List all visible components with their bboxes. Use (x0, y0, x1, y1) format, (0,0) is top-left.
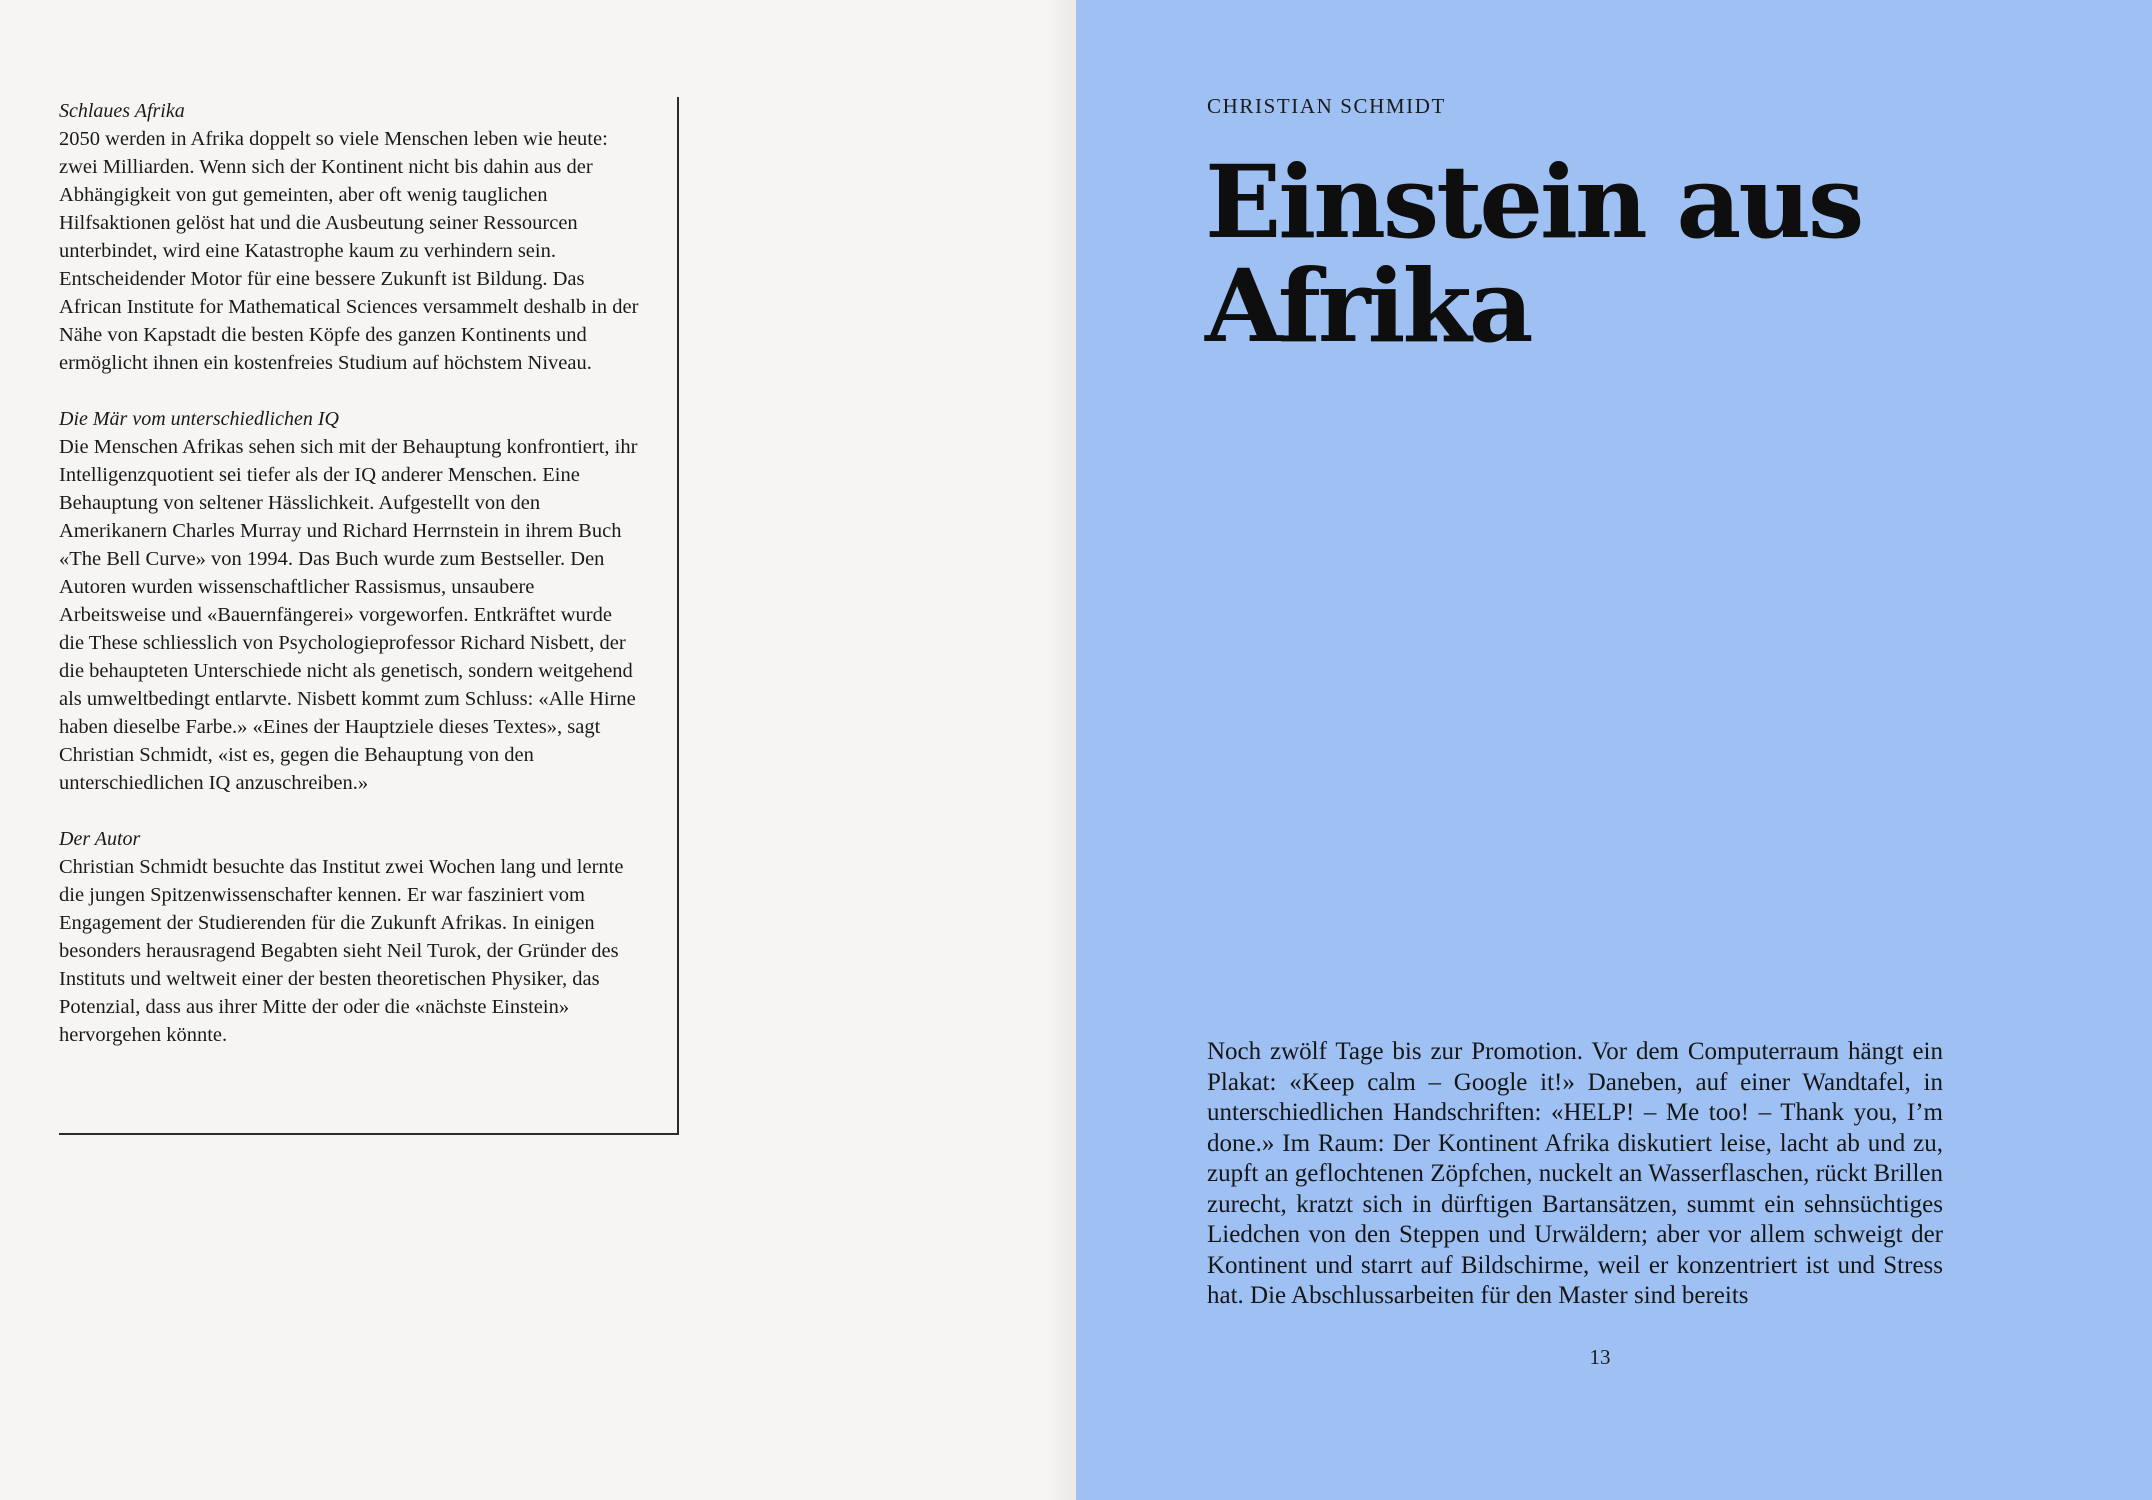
article-lead-text: Noch zwölf Tage bis zur Promotion. Vor dem Computerraum hängt ein Plakat: «Keep calm – Google it!» Daneben, auf einer Wandtafel, in unterschiedlichen Handschriften: «HELP! – Me too! – Thank you, I’m done.» Im Raum: Der Kontinent Afrika diskutiert leise, lacht ab und zu, zupft an geflochtenen Zöpfchen, nuckelt an Wasserflaschen, rückt Brillen zurecht, kratzt sich in dürftigen Bartansätzen, summt ein sehnsüchtiges Liedchen von den Steppen und Urwäldern; aber vor allem schweigt der Kontinent und starrt auf Bildschirme, weil er konzentriert ist und Stress hat. Die Abschlussarbeiten für den Master sind bereits (1207, 1038, 1943, 1309)
section-heading: Der Autor (59, 828, 141, 850)
section-text: Die Menschen Afrikas sehen sich mit der Behauptung konfrontiert, ihr Intelligenzquotient sei tiefer als der IQ anderer Menschen. Eine Behauptung von seltener Hässlichkeit. Aufgestellt von den Amerikanern Charles Murray und Richard Herrnstein in ihrem Buch «The Bell Curve» von 1994. Das Buch wurde zum Bestseller. Den Autoren wurden wissenschaftlicher Rassismus, unsaubere Arbeitsweise und «Bauernfängerei» vorgeworfen. Entkräftet wurde die These schliesslich von Psychologieprofessor Richard Nisbett, der die behaupteten Unterschiede nicht als genetisch, sondern weitgehend als umweltbedingt entlarvte. Nisbett kommt zum Schluss: «Alle Hirne haben dieselbe Farbe.» «Eines der Hauptziele dieses Textes», sagt Christian Schmidt, «ist es, gegen die Behauptung von den unterschiedlichen IQ anzuschreiben.» (59, 436, 638, 794)
info-section-iq (59, 405, 639, 797)
author-name: CHRISTIAN SCHMIDT (1207, 94, 1446, 118)
gutter-shadow (1046, 0, 1076, 1500)
section-heading: Schlaues Afrika (59, 100, 185, 122)
section-text: Christian Schmidt besuchte das Institut zwei Wochen lang und lernte die jungen Spitzenwissenschafter kennen. Er war fasziniert vom Engagement der Studierenden für die Zukunft Afrikas. In einigen besonders herausragend Begabten sieht Neil Turok, der Gründer des Instituts und weltweit einer der besten theoretischen Physiker, das Potenzial, dass aus ihrer Mitte der oder die «nächste Einstein» hervorgehen könnte. (59, 856, 624, 1046)
section-heading: Die Mär vom unterschiedlichen IQ (59, 408, 339, 430)
article-title: Einstein aus Afrika (1205, 143, 1862, 365)
info-box (59, 97, 679, 1135)
page-number: 13 (1589, 1345, 1611, 1369)
section-text: 2050 werden in Afrika doppelt so viele Menschen leben wie heute: zwei Milliarden. Wenn sich der Kontinent nicht bis dahin aus der Abhängigkeit von gut gemeinten, aber oft wenig tauglichen Hilfsaktionen gelöst hat und die Ausbeutung seiner Ressourcen unterbindet, wird eine Katastrophe kaum zu verhindern sein. Entscheidender Motor für eine bessere Zukunft ist Bildung. Das African Institute for Mathematical Sciences versammelt deshalb in der Nähe von Kapstadt die besten Köpfe des ganzen Kontinents und ermöglicht ihnen ein kostenfreies Studium auf höchstem Niveau. (59, 128, 639, 374)
info-section-autor (59, 825, 639, 1049)
info-section-schlaues-afrika (59, 97, 639, 377)
